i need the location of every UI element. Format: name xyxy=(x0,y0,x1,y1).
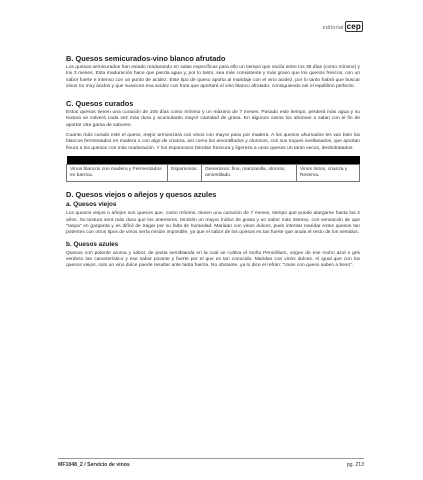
section-c-paragraph-1: Estos quesos tienen una curación de 105 días como mínimo y un máximo de 7 meses. Pasado este tiempo, perderá más agua y su textura se volverá cada vez más dura y acumularán mayor cantidad de grasa. En algunos casos los ahúman o salan con el fin de aportar otra gama de sabores. xyxy=(66,110,360,128)
section-d-sub-a-title: a. Quesos viejos xyxy=(66,201,117,209)
logo-prefix: editorial xyxy=(322,25,344,31)
table-cell: Espumosos. xyxy=(168,164,202,181)
table-cell: Vinos blancos con madera y Fermentados en barrica. xyxy=(67,164,168,181)
page-footer xyxy=(58,458,364,468)
pairing-table xyxy=(66,156,360,182)
footer-module: MF1048_2 / Servicio de vinos xyxy=(58,462,130,468)
section-d-sub-a-paragraph: Los quesos viejos o añejos son quesos que, como mínimo, tienen una curación de 7 meses, tiempo que puede alargarse hasta los 2 años. Su textura será más dura que los anteriores, tendrán un mayor índice de grasa y un sabor más intenso, con sensación de que “raspa” en garganta y es difícil de tragar por su falta de humedad. Maridan con vinos dulces, pues intentar maridar estos quesos tan potentes con otros tipos de vinos sería misión imposible, ya que el sabor de los quesos es tan fuerte que anula el resto de los sentidos. xyxy=(66,211,360,236)
section-d-sub-b-title: b. Quesos azules xyxy=(66,240,119,248)
section-d-title: D. Quesos viejos o añejos y quesos azules xyxy=(66,190,217,200)
publisher-logo xyxy=(323,22,363,31)
section-c-title: C. Quesos curados xyxy=(66,99,134,109)
logo-brand: cep xyxy=(346,22,361,31)
section-c-paragraph-2: Cuanto más curado esté el queso, mejor armonizará con vinos con mayor paso por madera. A los quesos ahumados les van bien los blancos fermentados en madera o con algo de crianza, así como los amontillados y olorosos, con sus toques avellanados, que aportan finura a los quesos con más maduración. Y los espumosos brindan frescura y ligereza a unos quesos un tanto secos, deshidratados. xyxy=(66,133,360,151)
page-content xyxy=(66,54,360,273)
table-row xyxy=(67,164,360,181)
section-b-paragraph: Los quesos semicurados han estado madurando en salas específicas para ello un tiempo que oscila entre los 35 días (como mínimo) y los 3 meses. Esta maduración hace que pierda agua y, por lo tanto, sea más consistente y más graso que los quesos frescos, con un sabor fuerte e intenso con un punto de acidez. Este tipo de queso aporta al maridaje con el vino acidez, por lo tanto habrá que buscar vinos no muy ácidos y que suavicen esa acidez con fruta que aportará el vino blanco afrutado, consiguiendo así el equilibrio perfecto. xyxy=(66,65,360,89)
pairing-table-header xyxy=(67,156,360,165)
page-number: pg. 213 xyxy=(346,462,364,468)
section-b-title: B. Quesos semicurados-vino blanco afrutado xyxy=(66,54,226,63)
table-cell: Generosos: fino, manzanilla, oloroso, amontillado. xyxy=(202,164,297,181)
section-d-sub-b-paragraph: Quesos con potente aroma y sabor, de pasta semiblanda en la cual se cultiva el moho Penicillium, origen de ese moho azul o gris verdoso tan característico y ese sabor picante y fuerte por el que es tan conocido. Maridan con vinos dulces. Al igual que con los quesos viejos, solo un vino dulce puede resultar ante tanta fuerza. No obstante, ya lo dice el refrán: “Uvas con queso saben a beso”. xyxy=(66,250,360,269)
table-cell: Vinos tintos, crianza y Reserva. xyxy=(296,164,359,181)
